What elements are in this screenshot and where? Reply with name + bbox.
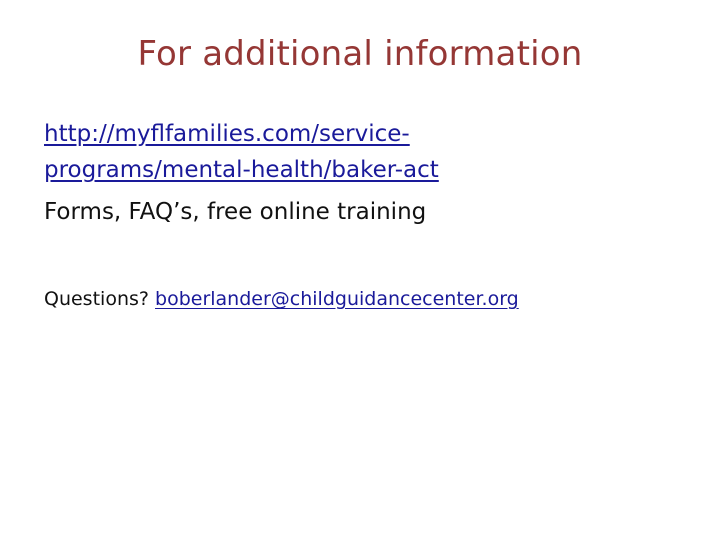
slide-title: For additional information: [137, 34, 583, 74]
resources-text: Forms, FAQ’s, free online training: [44, 199, 427, 225]
slide-body: [44, 116, 694, 230]
baker-act-link[interactable]: [44, 116, 514, 188]
baker-act-link-line-1: http://myflfamilies.com/service-: [44, 121, 410, 147]
baker-act-link-line-2: programs/mental-health/baker-act: [44, 157, 439, 183]
questions-line: [44, 285, 519, 313]
contact-email-link[interactable]: boberlander@childguidancecenter.org: [155, 288, 519, 310]
questions-label: Questions?: [44, 288, 149, 310]
